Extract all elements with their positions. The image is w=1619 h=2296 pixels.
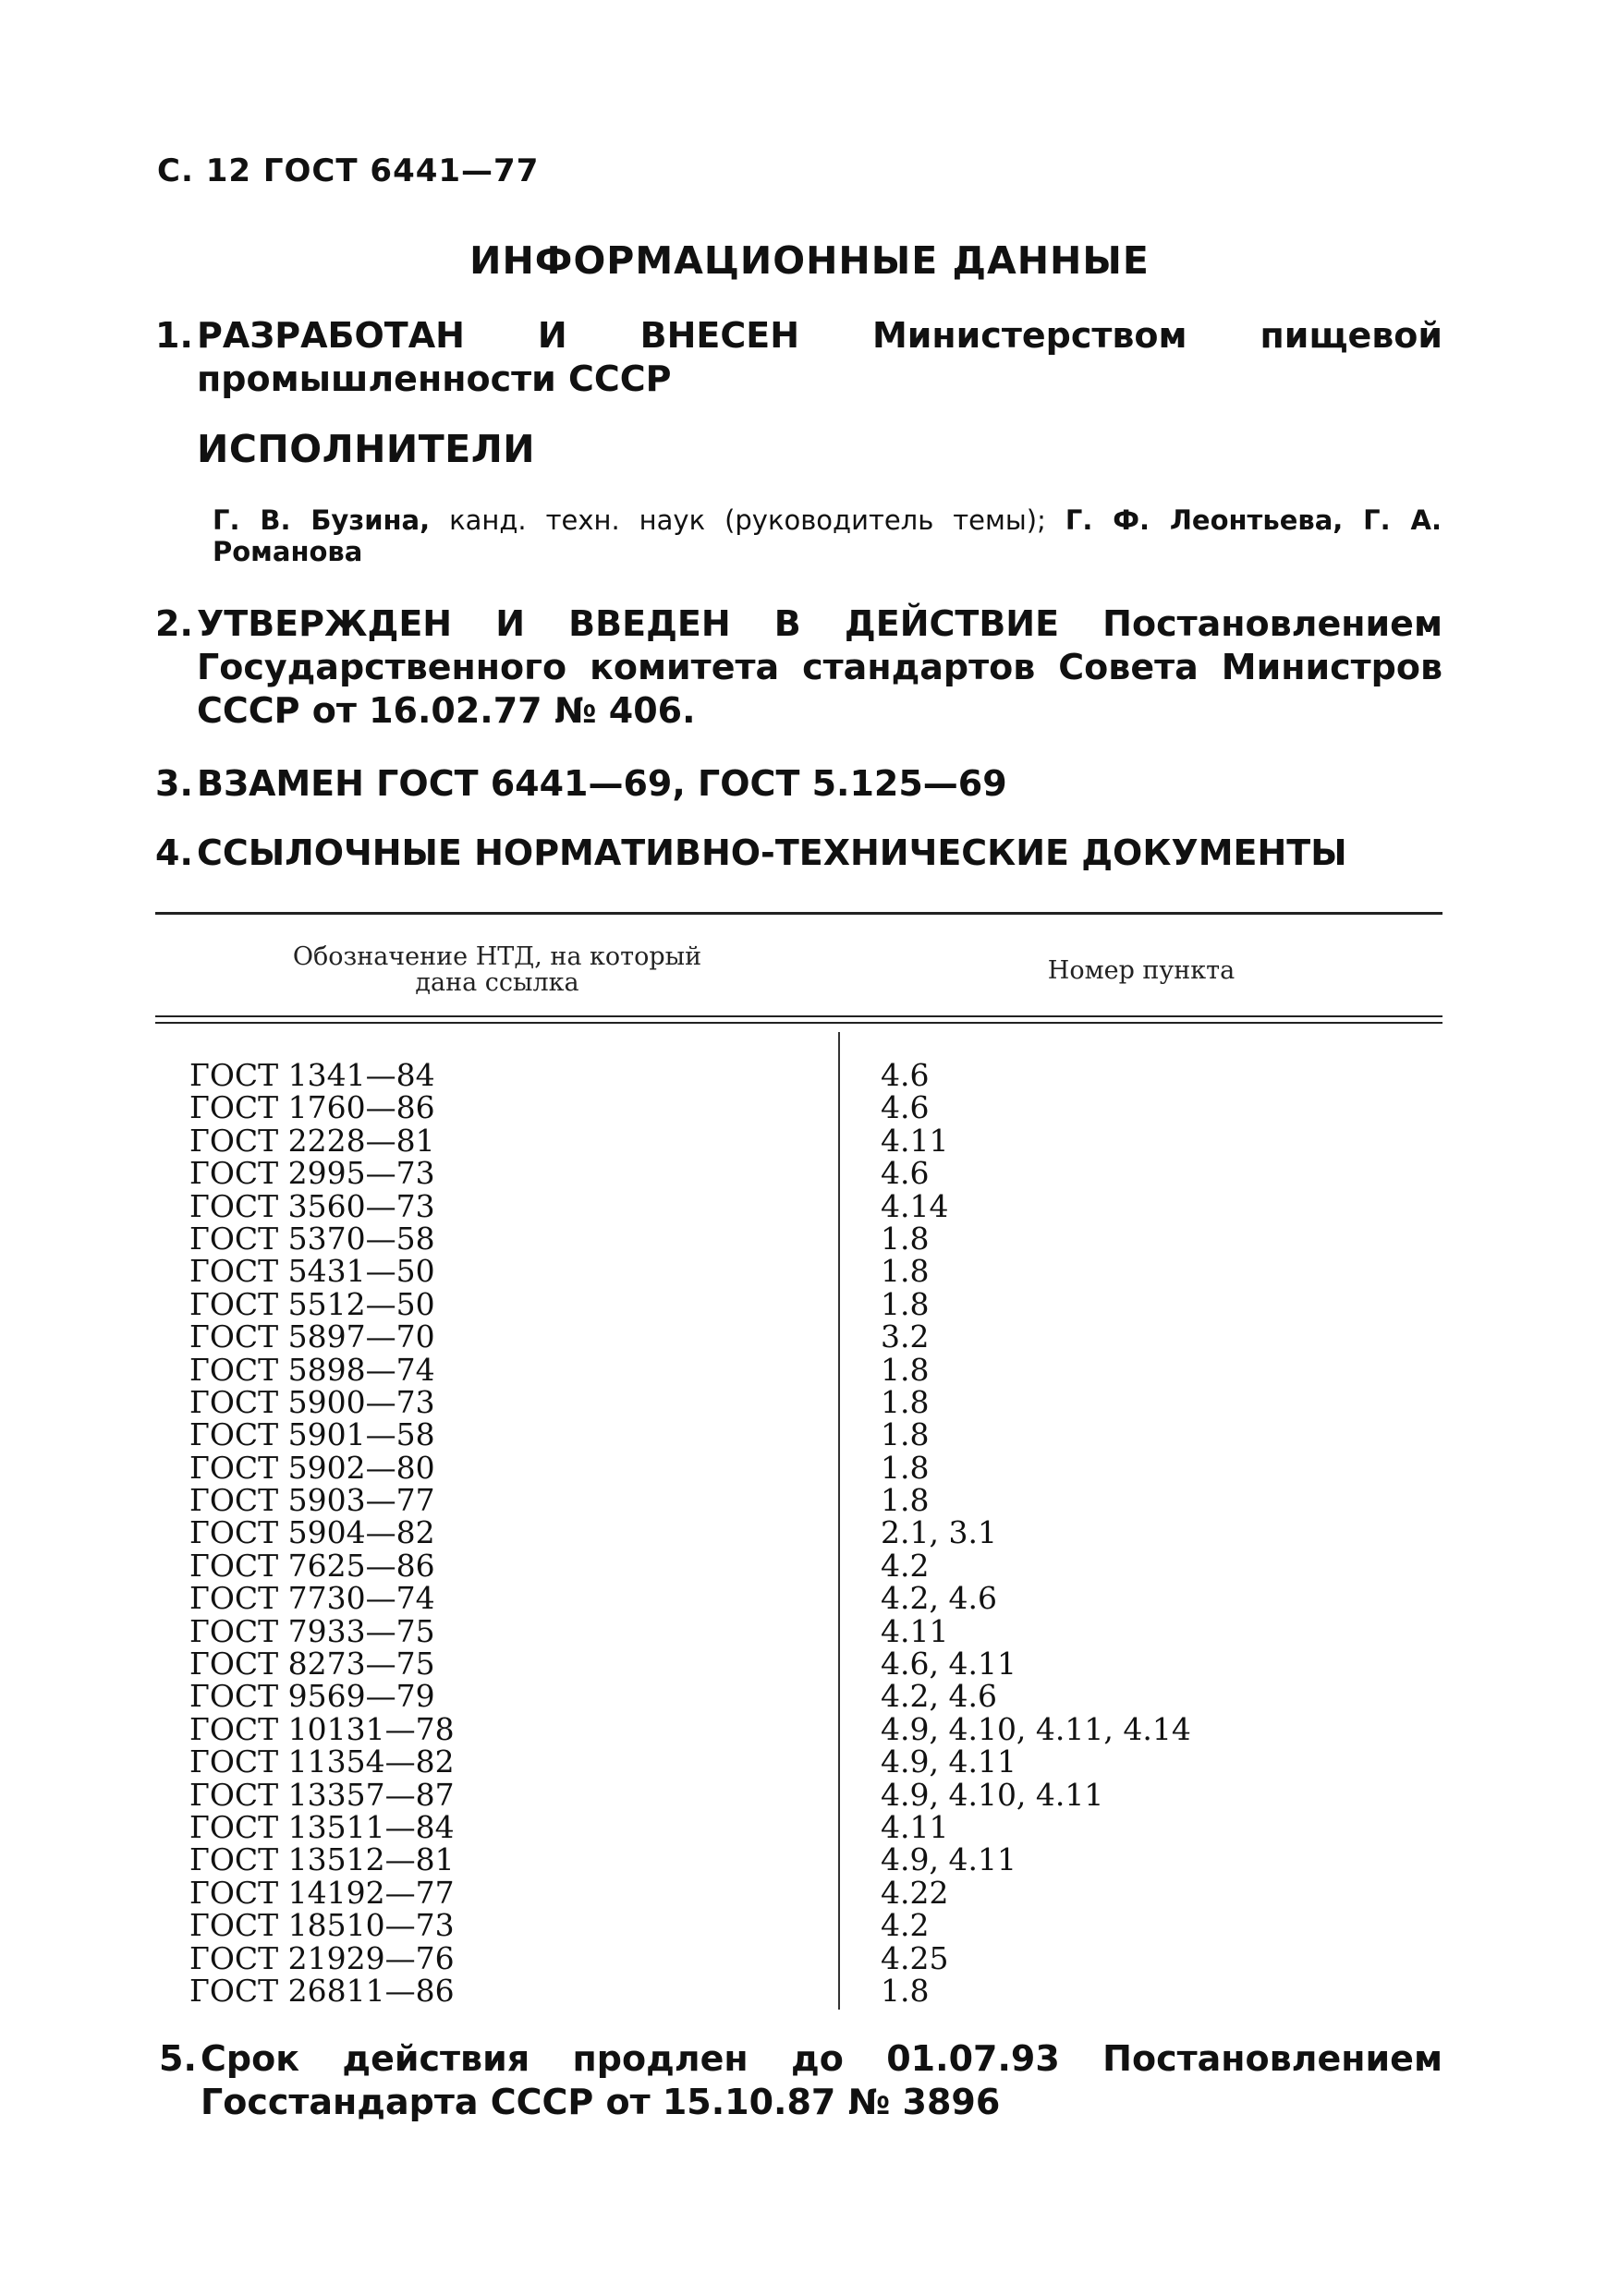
table-cell-clause: 1.8	[881, 1482, 930, 1519]
table-cell-designation: ГОСТ 11354—82	[189, 1743, 455, 1780]
table-cell-designation: ГОСТ 26811—86	[189, 1972, 455, 2009]
item-5-text: Срок действия продлен до 01.07.93 Постановлением Госстандарта СССР от 15.10.87 № 3896	[201, 2038, 1442, 2122]
table-cell-clause: 1.8	[881, 1449, 930, 1486]
table-cell-designation: ГОСТ 13511—84	[189, 1808, 455, 1845]
table-cell-clause: 4.6	[881, 1089, 930, 1126]
item-2	[155, 602, 1442, 741]
table-cell-clause: 4.9, 4.10, 4.11, 4.14	[881, 1710, 1191, 1747]
table-cell-designation: ГОСТ 5370—58	[189, 1220, 435, 1257]
table-cell-clause: 4.25	[881, 1939, 949, 1976]
table-header-rule-2	[155, 1022, 1442, 1024]
table-cell-clause: 4.9, 4.11	[881, 1841, 1016, 1878]
table-cell-clause: 1.8	[881, 1285, 930, 1322]
performer-role: канд. техн. наук (руководитель темы);	[430, 504, 1065, 536]
table-cell-clause: 1.8	[881, 1972, 930, 2009]
item-3-text: ВЗАМЕН ГОСТ 6441—69, ГОСТ 5.125—69	[197, 763, 1007, 804]
table-header-clause: Номер пункта	[1047, 956, 1236, 985]
table-cell-designation: ГОСТ 8273—75	[189, 1646, 435, 1683]
item-4	[155, 832, 1442, 878]
table-header-designation-line2: дана ссылка	[415, 968, 579, 997]
table-cell-clause: 1.8	[881, 1383, 930, 1420]
performer-names-2: Г. Ф. Леонтьева, Г. А. Романова	[213, 504, 1442, 567]
table-cell-designation: ГОСТ 14192—77	[189, 1874, 455, 1911]
table-cell-clause: 4.11	[881, 1808, 949, 1845]
document-title: ИНФОРМАЦИОННЫЕ ДАННЫЕ	[469, 238, 1150, 283]
table-cell-designation: ГОСТ 1341—84	[189, 1057, 435, 1093]
table-header-designation-line1: Обозначение НТД, на который	[292, 942, 702, 971]
item-1	[155, 314, 1442, 407]
table-cell-designation: ГОСТ 2228—81	[189, 1122, 435, 1159]
table-cell-clause: 3.2	[881, 1318, 930, 1355]
table-cell-designation: ГОСТ 9569—79	[189, 1678, 435, 1715]
table-cell-clause: 4.2	[881, 1547, 930, 1584]
item-5	[159, 2037, 1442, 2130]
table-cell-designation: ГОСТ 2995—73	[189, 1155, 435, 1192]
table-cell-designation: ГОСТ 5897—70	[189, 1318, 435, 1355]
item-3	[155, 762, 1442, 808]
performer-names-1: Г. В. Бузина,	[213, 504, 431, 536]
table-cell-clause: 4.11	[881, 1612, 949, 1649]
table-cell-designation: ГОСТ 5903—77	[189, 1482, 435, 1519]
performers-heading: ИСПОЛНИТЕЛИ	[197, 427, 536, 471]
item-4-number: 4.	[155, 832, 193, 873]
table-header-rule-1	[155, 1015, 1442, 1017]
table-cell-designation: ГОСТ 13357—87	[189, 1776, 455, 1813]
table-cell-designation: ГОСТ 5902—80	[189, 1449, 435, 1486]
table-cell-clause: 4.2	[881, 1907, 930, 1944]
performers-list	[213, 504, 1442, 567]
table-designation-column	[189, 1059, 455, 2007]
table-cell-designation: ГОСТ 5512—50	[189, 1285, 435, 1322]
item-3-number: 3.	[155, 763, 193, 804]
table-cell-designation: ГОСТ 5901—58	[189, 1416, 435, 1453]
table-cell-clause: 4.6	[881, 1057, 930, 1093]
table-cell-designation: ГОСТ 5898—74	[189, 1351, 435, 1388]
table-cell-clause: 4.6	[881, 1155, 930, 1192]
table-cell-designation: ГОСТ 7625—86	[189, 1547, 435, 1584]
item-2-text: УТВЕРЖДЕН И ВВЕДЕН В ДЕЙСТВИЕ Постановлением Государственного комитета стандартов Совета Министров СССР от 16.02.77 № 406.	[197, 603, 1442, 731]
table-top-rule	[155, 912, 1442, 915]
table-cell-clause: 4.2, 4.6	[881, 1580, 997, 1617]
table-cell-designation: ГОСТ 5431—50	[189, 1253, 435, 1290]
item-2-number: 2.	[155, 603, 193, 644]
table-clause-column	[881, 1059, 1191, 2007]
table-cell-clause: 1.8	[881, 1220, 930, 1257]
table-cell-clause: 2.1, 3.1	[881, 1514, 997, 1551]
table-cell-clause: 4.22	[881, 1874, 949, 1911]
item-5-number: 5.	[159, 2038, 197, 2079]
table-cell-clause: 4.9, 4.11	[881, 1743, 1016, 1780]
item-4-text: ССЫЛОЧНЫЕ НОРМАТИВНО-ТЕХНИЧЕСКИЕ ДОКУМЕНТЫ	[197, 832, 1347, 873]
table-cell-clause: 1.8	[881, 1351, 930, 1388]
table-cell-clause: 4.2, 4.6	[881, 1678, 997, 1715]
table-cell-clause: 1.8	[881, 1253, 930, 1290]
table-cell-designation: ГОСТ 7933—75	[189, 1612, 435, 1649]
table-cell-designation: ГОСТ 1760—86	[189, 1089, 435, 1126]
table-column-divider	[838, 1032, 840, 2010]
table-cell-designation: ГОСТ 5900—73	[189, 1383, 435, 1420]
table-cell-clause: 4.9, 4.10, 4.11	[881, 1776, 1104, 1813]
table-cell-clause: 4.6, 4.11	[881, 1646, 1016, 1683]
item-1-number: 1.	[155, 315, 193, 356]
table-cell-clause: 4.14	[881, 1187, 949, 1224]
table-cell-clause: 4.11	[881, 1122, 949, 1159]
table-cell-designation: ГОСТ 7730—74	[189, 1580, 435, 1617]
table-cell-designation: ГОСТ 10131—78	[189, 1710, 455, 1747]
table-cell-designation: ГОСТ 21929—76	[189, 1939, 455, 1976]
item-1-text: РАЗРАБОТАН И ВНЕСЕН Министерством пищевой промышленности СССР	[197, 315, 1442, 399]
page-header: С. 12 ГОСТ 6441—77	[157, 152, 540, 189]
table-cell-clause: 1.8	[881, 1416, 930, 1453]
table-cell-designation: ГОСТ 13512—81	[189, 1841, 455, 1878]
table-cell-designation: ГОСТ 18510—73	[189, 1907, 455, 1944]
table-header-designation	[155, 944, 839, 996]
table-cell-designation: ГОСТ 5904—82	[189, 1514, 435, 1551]
table-cell-designation: ГОСТ 3560—73	[189, 1187, 435, 1224]
